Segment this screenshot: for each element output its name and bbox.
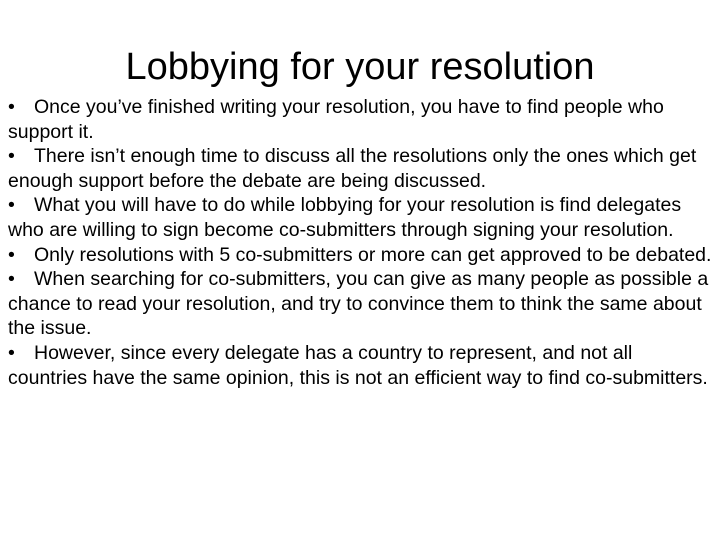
bullet-text: Only resolutions with 5 co-submitters or more can get approved to be debated. (34, 243, 712, 266)
bullet-item (8, 95, 716, 144)
bullet-text: When searching for co-submitters, you can give as many people as possible a chance to read your resolution, and try to convince them to think the same about the issue. (8, 268, 709, 340)
bullet-marker: • (8, 341, 15, 364)
bullet-marker: • (8, 194, 15, 217)
bullet-text: However, since every delegate has a country to represent, and not all countries have the same opinion, this is not an efficient way to find co-submitters. (8, 341, 708, 389)
bullet-marker: • (8, 268, 15, 291)
bullet-item (8, 193, 716, 242)
bullet-item (8, 267, 716, 341)
bullet-text: Once you’ve finished writing your resolution, you have to find people who support it. (8, 96, 664, 143)
bullet-marker: • (8, 243, 15, 266)
bullet-marker: • (8, 145, 15, 168)
bullet-item (8, 243, 716, 268)
bullet-marker: • (8, 96, 15, 118)
bullet-list (8, 95, 716, 390)
bullet-item (8, 144, 716, 193)
bullet-text: There isn’t enough time to discuss all the resolutions only the ones which get enough support before the debate are being discussed. (8, 145, 697, 192)
slide-title: Lobbying for your resolution (125, 46, 595, 88)
bullet-text: What you will have to do while lobbying for your resolution is find delegates who are willing to sign become co-submitters through signing your resolution. (8, 194, 682, 241)
bullet-item (8, 341, 716, 390)
